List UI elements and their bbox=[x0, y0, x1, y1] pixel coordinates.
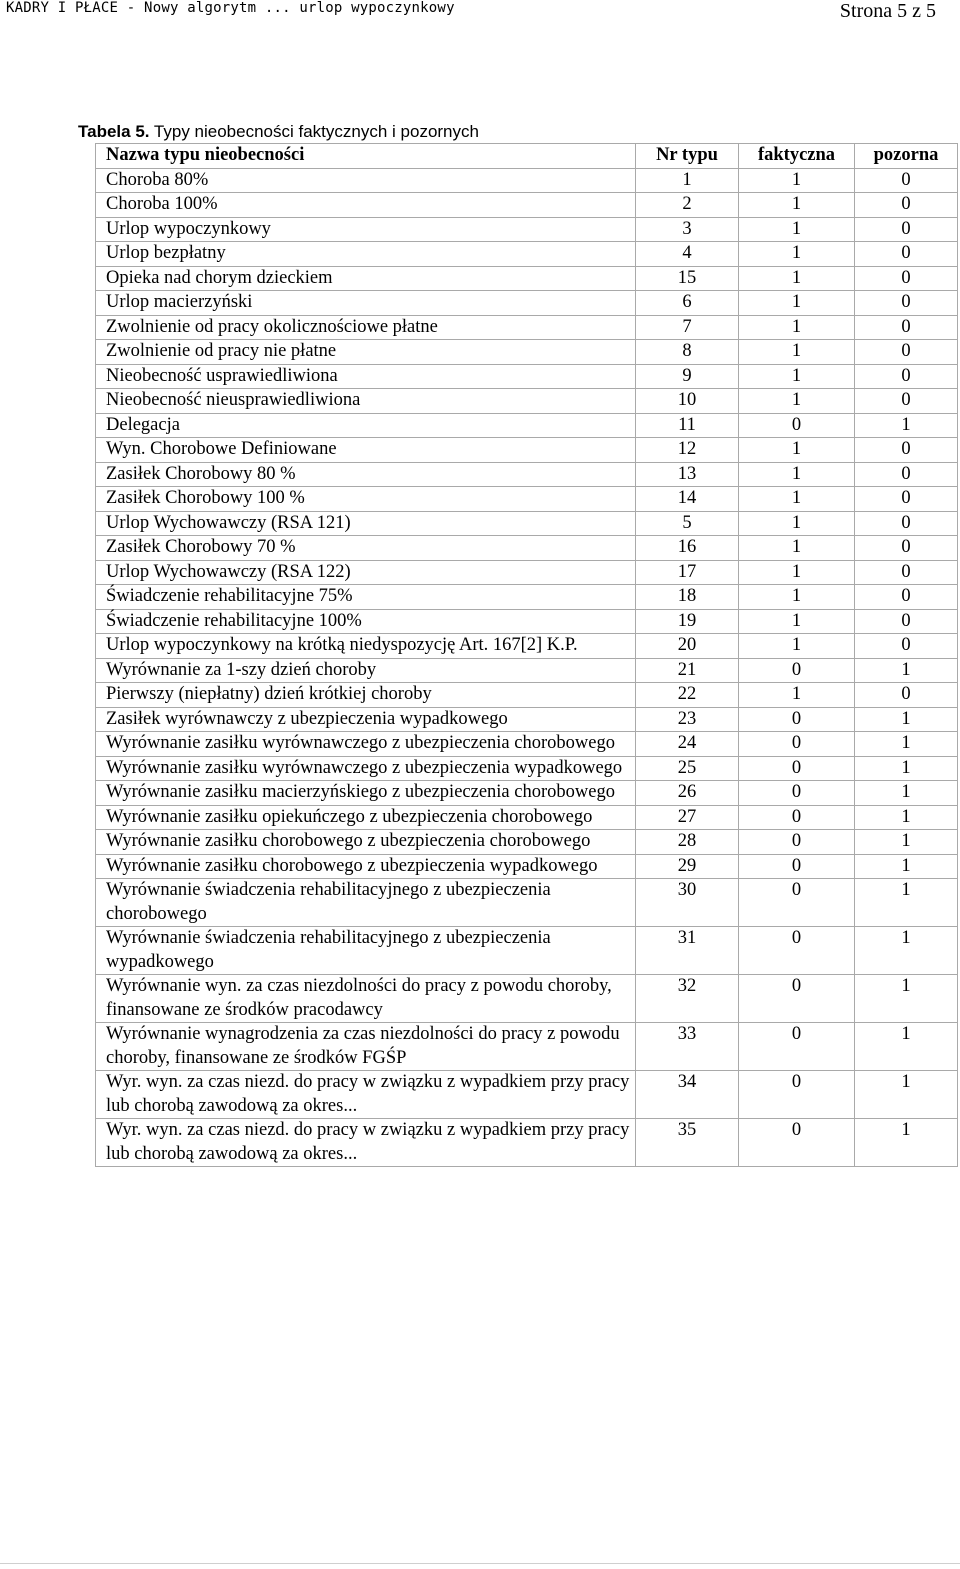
table-row bbox=[96, 1071, 958, 1119]
faktyczna-value: 1 bbox=[739, 364, 855, 389]
absence-type-number: 19 bbox=[636, 609, 739, 634]
absence-type-number: 2 bbox=[636, 193, 739, 218]
pozorna-value: 0 bbox=[855, 291, 958, 316]
absence-type-name: Urlop Wychowawczy (RSA 122) bbox=[96, 560, 636, 585]
pozorna-value: 0 bbox=[855, 536, 958, 561]
table-row bbox=[96, 732, 958, 757]
table-row bbox=[96, 609, 958, 634]
absence-type-name: Delegacja bbox=[96, 413, 636, 438]
absence-type-number: 1 bbox=[636, 168, 739, 193]
absence-type-name: Wyr. wyn. za czas niezd. do pracy w związku z wypadkiem przy pracy lub chorobą zawodową za okres... bbox=[96, 1119, 636, 1167]
absence-type-number: 4 bbox=[636, 242, 739, 267]
faktyczna-value: 1 bbox=[739, 266, 855, 291]
absence-type-name: Opieka nad chorym dzieckiem bbox=[96, 266, 636, 291]
faktyczna-value: 1 bbox=[739, 536, 855, 561]
absence-type-name: Urlop Wychowawczy (RSA 121) bbox=[96, 511, 636, 536]
table-row bbox=[96, 634, 958, 659]
absence-type-number: 14 bbox=[636, 487, 739, 512]
table-row bbox=[96, 487, 958, 512]
table-row bbox=[96, 683, 958, 708]
absence-types-table bbox=[95, 143, 958, 1167]
absence-type-number: 29 bbox=[636, 854, 739, 879]
absence-type-name: Wyrównanie zasiłku wyrównawczego z ubezpieczenia wypadkowego bbox=[96, 756, 636, 781]
pozorna-value: 0 bbox=[855, 487, 958, 512]
pozorna-value: 1 bbox=[855, 927, 958, 975]
pozorna-value: 0 bbox=[855, 462, 958, 487]
faktyczna-value: 0 bbox=[739, 927, 855, 975]
header-pozorna: pozorna bbox=[855, 144, 958, 169]
pozorna-value: 1 bbox=[855, 658, 958, 683]
absence-type-number: 18 bbox=[636, 585, 739, 610]
absence-type-number: 8 bbox=[636, 340, 739, 365]
absence-type-name: Zasiłek wyrównawczy z ubezpieczenia wypadkowego bbox=[96, 707, 636, 732]
table-caption bbox=[78, 122, 479, 142]
absence-type-name: Zwolnienie od pracy okolicznościowe płatne bbox=[96, 315, 636, 340]
absence-type-number: 31 bbox=[636, 927, 739, 975]
table-row bbox=[96, 364, 958, 389]
pozorna-value: 0 bbox=[855, 242, 958, 267]
absence-type-name: Nieobecność usprawiedliwiona bbox=[96, 364, 636, 389]
faktyczna-value: 1 bbox=[739, 193, 855, 218]
table-row bbox=[96, 340, 958, 365]
pozorna-value: 1 bbox=[855, 1023, 958, 1071]
pozorna-value: 1 bbox=[855, 781, 958, 806]
absence-type-number: 20 bbox=[636, 634, 739, 659]
absence-type-number: 24 bbox=[636, 732, 739, 757]
pozorna-value: 1 bbox=[855, 879, 958, 927]
faktyczna-value: 0 bbox=[739, 658, 855, 683]
pozorna-value: 0 bbox=[855, 340, 958, 365]
absence-type-number: 35 bbox=[636, 1119, 739, 1167]
table-header-row bbox=[96, 144, 958, 169]
absence-type-number: 9 bbox=[636, 364, 739, 389]
absence-type-name: Zasiłek Chorobowy 80 % bbox=[96, 462, 636, 487]
faktyczna-value: 0 bbox=[739, 830, 855, 855]
absence-type-number: 11 bbox=[636, 413, 739, 438]
page-number: Strona 5 z 5 bbox=[839, 0, 936, 22]
header-name: Nazwa typu nieobecności bbox=[96, 144, 636, 169]
absence-type-number: 32 bbox=[636, 975, 739, 1023]
absence-type-name: Urlop wypoczynkowy na krótką niedyspozycję Art. 167[2] K.P. bbox=[96, 634, 636, 659]
faktyczna-value: 1 bbox=[739, 315, 855, 340]
faktyczna-value: 1 bbox=[739, 168, 855, 193]
pozorna-value: 1 bbox=[855, 854, 958, 879]
table-row bbox=[96, 1119, 958, 1167]
pozorna-value: 0 bbox=[855, 585, 958, 610]
faktyczna-value: 0 bbox=[739, 781, 855, 806]
table-row bbox=[96, 413, 958, 438]
table-body bbox=[96, 168, 958, 1167]
pozorna-value: 0 bbox=[855, 193, 958, 218]
pozorna-value: 0 bbox=[855, 168, 958, 193]
absence-type-name: Wyrównanie zasiłku chorobowego z ubezpieczenia chorobowego bbox=[96, 830, 636, 855]
pozorna-value: 1 bbox=[855, 805, 958, 830]
absence-type-number: 23 bbox=[636, 707, 739, 732]
absence-type-name: Świadczenie rehabilitacyjne 100% bbox=[96, 609, 636, 634]
pozorna-value: 1 bbox=[855, 1119, 958, 1167]
page-bottom-divider bbox=[0, 1563, 960, 1564]
table-row bbox=[96, 658, 958, 683]
pozorna-value: 0 bbox=[855, 266, 958, 291]
faktyczna-value: 1 bbox=[739, 560, 855, 585]
absence-type-number: 25 bbox=[636, 756, 739, 781]
absence-type-name: Wyrównanie za 1-szy dzień choroby bbox=[96, 658, 636, 683]
table-row bbox=[96, 266, 958, 291]
faktyczna-value: 0 bbox=[739, 854, 855, 879]
table-row bbox=[96, 168, 958, 193]
pozorna-value: 0 bbox=[855, 315, 958, 340]
faktyczna-value: 0 bbox=[739, 732, 855, 757]
absence-type-name: Wyn. Chorobowe Definiowane bbox=[96, 438, 636, 463]
absence-type-number: 12 bbox=[636, 438, 739, 463]
pozorna-value: 1 bbox=[855, 1071, 958, 1119]
faktyczna-value: 0 bbox=[739, 805, 855, 830]
document-title: KADRY I PŁACE - Nowy algorytm ... urlop wypoczynkowy bbox=[6, 0, 455, 16]
table-row bbox=[96, 830, 958, 855]
pozorna-value: 1 bbox=[855, 732, 958, 757]
absence-type-number: 5 bbox=[636, 511, 739, 536]
faktyczna-value: 1 bbox=[739, 291, 855, 316]
table-row bbox=[96, 193, 958, 218]
absence-type-name: Pierwszy (niepłatny) dzień krótkiej choroby bbox=[96, 683, 636, 708]
pozorna-value: 1 bbox=[855, 830, 958, 855]
pozorna-value: 0 bbox=[855, 389, 958, 414]
faktyczna-value: 0 bbox=[739, 756, 855, 781]
pozorna-value: 0 bbox=[855, 683, 958, 708]
pozorna-value: 1 bbox=[855, 756, 958, 781]
absence-type-number: 3 bbox=[636, 217, 739, 242]
pozorna-value: 0 bbox=[855, 609, 958, 634]
absence-type-number: 10 bbox=[636, 389, 739, 414]
table-caption-label: Tabela 5. bbox=[78, 122, 150, 141]
table-row bbox=[96, 438, 958, 463]
absence-type-name: Choroba 80% bbox=[96, 168, 636, 193]
absence-type-name: Świadczenie rehabilitacyjne 75% bbox=[96, 585, 636, 610]
absence-type-number: 7 bbox=[636, 315, 739, 340]
table-caption-text: Typy nieobecności faktycznych i pozornych bbox=[149, 122, 479, 141]
pozorna-value: 1 bbox=[855, 707, 958, 732]
absence-type-number: 17 bbox=[636, 560, 739, 585]
absence-type-name: Wyrównanie wynagrodzenia za czas niezdolności do pracy z powodu choroby, finansowane ze środków FGŚP bbox=[96, 1023, 636, 1071]
faktyczna-value: 1 bbox=[739, 438, 855, 463]
faktyczna-value: 1 bbox=[739, 683, 855, 708]
absence-type-number: 21 bbox=[636, 658, 739, 683]
page-header bbox=[0, 0, 960, 22]
absence-type-number: 30 bbox=[636, 879, 739, 927]
absence-type-name: Wyrównanie świadczenia rehabilitacyjnego z ubezpieczenia chorobowego bbox=[96, 879, 636, 927]
absence-type-name: Zwolnienie od pracy nie płatne bbox=[96, 340, 636, 365]
absence-type-number: 28 bbox=[636, 830, 739, 855]
absence-type-name: Urlop wypoczynkowy bbox=[96, 217, 636, 242]
table-row bbox=[96, 585, 958, 610]
absence-type-name: Wyrównanie zasiłku macierzyńskiego z ubezpieczenia chorobowego bbox=[96, 781, 636, 806]
pozorna-value: 0 bbox=[855, 560, 958, 585]
table-row bbox=[96, 927, 958, 975]
table-row bbox=[96, 879, 958, 927]
faktyczna-value: 0 bbox=[739, 1119, 855, 1167]
absence-type-number: 13 bbox=[636, 462, 739, 487]
table-row bbox=[96, 511, 958, 536]
pozorna-value: 0 bbox=[855, 364, 958, 389]
header-nr: Nr typu bbox=[636, 144, 739, 169]
pozorna-value: 0 bbox=[855, 511, 958, 536]
table-row bbox=[96, 805, 958, 830]
absence-type-name: Nieobecność nieusprawiedliwiona bbox=[96, 389, 636, 414]
pozorna-value: 0 bbox=[855, 634, 958, 659]
absence-type-number: 27 bbox=[636, 805, 739, 830]
faktyczna-value: 1 bbox=[739, 487, 855, 512]
table-row bbox=[96, 315, 958, 340]
pozorna-value: 0 bbox=[855, 438, 958, 463]
absence-type-name: Wyrównanie zasiłku chorobowego z ubezpieczenia wypadkowego bbox=[96, 854, 636, 879]
faktyczna-value: 0 bbox=[739, 879, 855, 927]
table-row bbox=[96, 389, 958, 414]
absence-type-name: Wyrównanie świadczenia rehabilitacyjnego z ubezpieczenia wypadkowego bbox=[96, 927, 636, 975]
table-row bbox=[96, 560, 958, 585]
absence-type-name: Urlop macierzyński bbox=[96, 291, 636, 316]
absence-type-name: Wyrównanie zasiłku wyrównawczego z ubezpieczenia chorobowego bbox=[96, 732, 636, 757]
table-row bbox=[96, 975, 958, 1023]
absence-type-number: 15 bbox=[636, 266, 739, 291]
faktyczna-value: 1 bbox=[739, 389, 855, 414]
faktyczna-value: 1 bbox=[739, 609, 855, 634]
absence-type-number: 22 bbox=[636, 683, 739, 708]
absence-type-name: Wyrównanie wyn. za czas niezdolności do pracy z powodu choroby, finansowane ze środków pracodawcy bbox=[96, 975, 636, 1023]
absence-type-name: Urlop bezpłatny bbox=[96, 242, 636, 267]
absence-type-name: Choroba 100% bbox=[96, 193, 636, 218]
faktyczna-value: 0 bbox=[739, 707, 855, 732]
faktyczna-value: 1 bbox=[739, 217, 855, 242]
faktyczna-value: 1 bbox=[739, 511, 855, 536]
table-row bbox=[96, 854, 958, 879]
faktyczna-value: 1 bbox=[739, 340, 855, 365]
pozorna-value: 1 bbox=[855, 413, 958, 438]
faktyczna-value: 1 bbox=[739, 242, 855, 267]
absence-type-name: Wyrównanie zasiłku opiekuńczego z ubezpieczenia chorobowego bbox=[96, 805, 636, 830]
absence-type-number: 16 bbox=[636, 536, 739, 561]
faktyczna-value: 1 bbox=[739, 634, 855, 659]
faktyczna-value: 0 bbox=[739, 1023, 855, 1071]
absence-type-number: 6 bbox=[636, 291, 739, 316]
table-row bbox=[96, 1023, 958, 1071]
table-row bbox=[96, 536, 958, 561]
faktyczna-value: 1 bbox=[739, 585, 855, 610]
faktyczna-value: 1 bbox=[739, 462, 855, 487]
absence-type-number: 26 bbox=[636, 781, 739, 806]
pozorna-value: 0 bbox=[855, 217, 958, 242]
table-row bbox=[96, 756, 958, 781]
faktyczna-value: 0 bbox=[739, 1071, 855, 1119]
absence-type-number: 34 bbox=[636, 1071, 739, 1119]
table-row bbox=[96, 217, 958, 242]
table-row bbox=[96, 462, 958, 487]
table-row bbox=[96, 707, 958, 732]
faktyczna-value: 0 bbox=[739, 413, 855, 438]
table-row bbox=[96, 242, 958, 267]
faktyczna-value: 0 bbox=[739, 975, 855, 1023]
absence-type-name: Zasiłek Chorobowy 70 % bbox=[96, 536, 636, 561]
absence-type-name: Wyr. wyn. za czas niezd. do pracy w związku z wypadkiem przy pracy lub chorobą zawodową za okres... bbox=[96, 1071, 636, 1119]
pozorna-value: 1 bbox=[855, 975, 958, 1023]
absence-type-name: Zasiłek Chorobowy 100 % bbox=[96, 487, 636, 512]
table-row bbox=[96, 781, 958, 806]
table-row bbox=[96, 291, 958, 316]
header-faktyczna: faktyczna bbox=[739, 144, 855, 169]
absence-type-number: 33 bbox=[636, 1023, 739, 1071]
